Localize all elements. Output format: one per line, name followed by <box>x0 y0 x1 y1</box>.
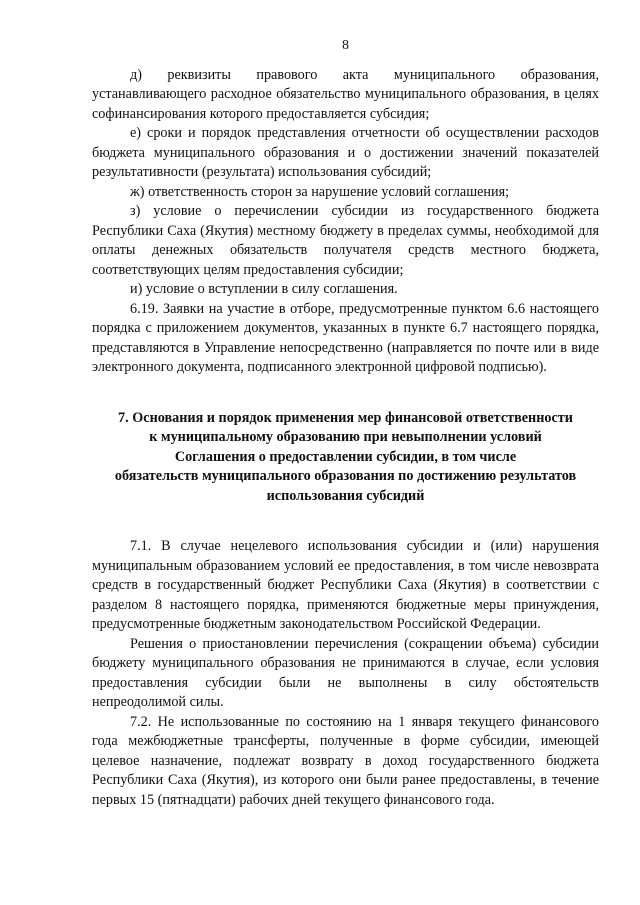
section-heading-line: 7. Основания и порядок применения мер финансовой ответственности <box>118 409 573 426</box>
paragraph-item-zh: ж) ответственность сторон за нарушение условий соглашения; <box>130 183 510 200</box>
paragraph-decisions: Решения о приостановлении перечисления (сокращении объема) субсидии бюджету муниципального образования не принимаются в случае, если условия предоставления субсидии были не выполнены в силу обстоятельств непреодолимой силы. <box>92 635 599 710</box>
paragraph-item-i: и) условие о вступлении в силу соглашения. <box>130 281 398 297</box>
paragraph-7-1: 7.1. В случае нецелевого использования субсидии и (или) нарушения муниципальным образованием условий ее предоставления, в том числе невозврата средств в государственный бюджет Республики Саха (Якутия) в соответствии с разделом 8 настоящего порядка, применяются бюджетные меры принуждения, предусмотренные бюджетным законодательством Российской Федерации. <box>92 538 599 632</box>
spacer <box>92 506 599 537</box>
paragraph-item-e: е) сроки и порядок представления отчетности об осуществлении расходов бюджета муниципального образования и о достижении значений показателей результативности (результата) использования субсидий; <box>92 125 599 180</box>
page-number: 8 <box>342 38 349 53</box>
section-heading <box>92 409 599 507</box>
section-heading-line: обязательств муниципального образования по достижению результатов <box>114 468 577 484</box>
paragraph-6-19: 6.19. Заявки на участие в отборе, предусмотренные пунктом 6.6 настоящего порядка с приложением документов, указанных в пункте 6.7 настоящего порядка, представляются в Управление непосредственно (направляется по почте или в виде электронного документа, подписанного электронной цифровой подписью). <box>92 300 599 375</box>
spacer <box>92 378 599 409</box>
section-heading-line: к муниципальному образованию при невыполнении условий <box>149 429 542 445</box>
paragraph-7-2: 7.2. Не использованные по состоянию на 1 января текущего финансового года межбюджетные трансферты, полученные в форме субсидии, имеющей целевое назначение, подлежат возврату в доход государственного бюджета Республики Саха (Якутия), из которого они были ранее предоставлены, в течение первых 15 (пятнадцати) рабочих дней текущего финансового года. <box>92 713 599 808</box>
section-heading-line: использования субсидий <box>266 487 425 504</box>
paragraph-item-z: з) условие о перечислении субсидии из государственного бюджета Республики Саха (Якутия) местному бюджету в пределах суммы, необходимой для оплаты денежных обязательств получателя средств местного бюджета, соответствующих целям предоставления субсидии; <box>92 203 599 278</box>
section-heading-line: Соглашения о предоставлении субсидии, в том числе <box>174 448 517 465</box>
paragraph-item-d: д) реквизиты правового акта муниципального образования, устанавливающего расходное обязательство муниципального образования, в целях софинансирования которого предоставляется субсидия; <box>92 66 599 122</box>
